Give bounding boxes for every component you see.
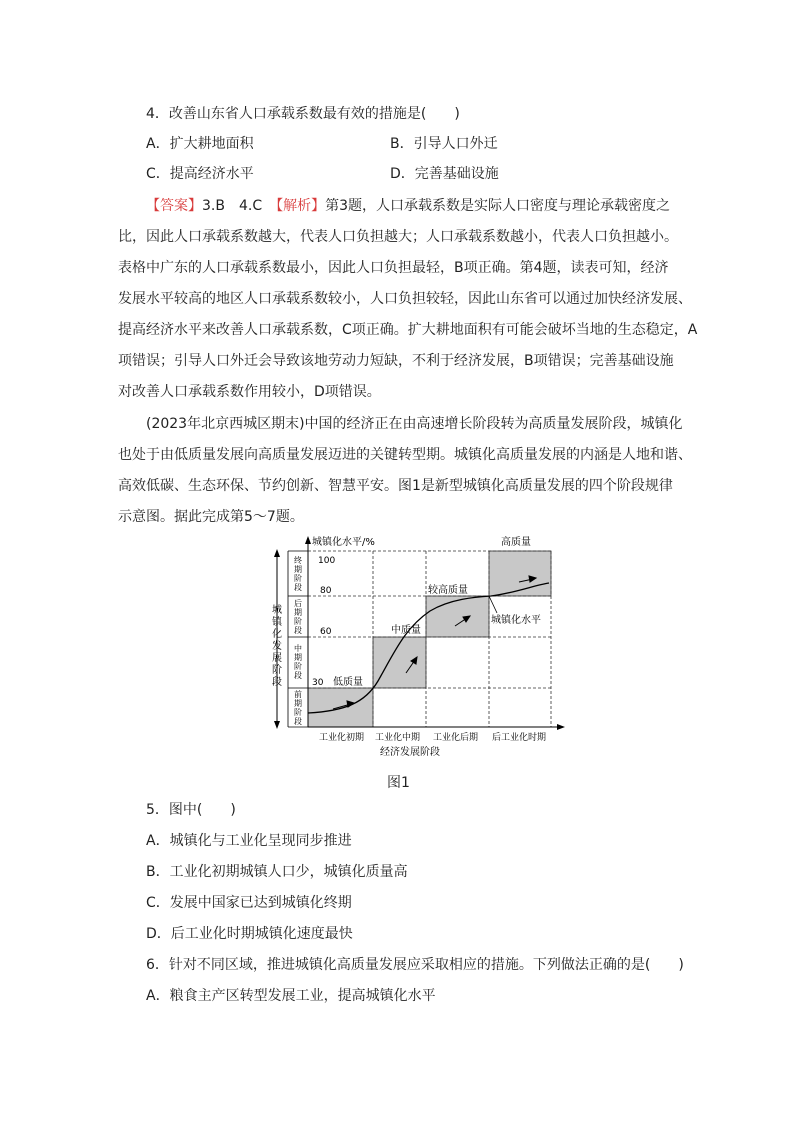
x-axis-arrow (557, 724, 565, 730)
analysis-line: 表格中广东的人口承载系数最小，因此人口负担最轻，B项正确。第4题，读表可知，经济 (118, 260, 669, 276)
intro-line: 高效低碳、生态环保、节约创新、智慧平安。图1是新型城镇化高质量发展的四个阶段规律 (118, 478, 673, 494)
analysis-line-0: 第3题，人口承载系数是实际人口密度与理论承载密度之 (325, 198, 671, 214)
stage-early-label (294, 689, 302, 726)
svg-text:段: 段 (272, 677, 282, 688)
svg-text:期: 期 (294, 699, 302, 708)
answer-key: 3.B 4.C (202, 198, 263, 214)
stage-mid-label (294, 643, 302, 680)
x-category: 后工业化时期 (492, 733, 547, 743)
y-axis-label: 城镇化水平/% (312, 537, 375, 548)
y-tick: 100 (318, 556, 336, 566)
svg-text:展: 展 (272, 653, 282, 664)
y-tick: 60 (320, 627, 332, 637)
stage-late-label (294, 598, 302, 635)
cell-low-quality (308, 688, 373, 727)
svg-text:城: 城 (272, 605, 282, 616)
x-category: 工业化中期 (375, 733, 421, 743)
q5-option-d: D．后工业化时期城镇化速度最快 (146, 926, 353, 942)
q4-option-a: A．扩大耕地面积 (146, 136, 254, 152)
analysis-tag: 【解析】 (276, 198, 326, 214)
svg-text:镇: 镇 (272, 617, 282, 628)
y-axis-arrow (305, 536, 311, 544)
x-axis-label: 经济发展阶段 (380, 747, 440, 758)
x-category: 工业化初期 (319, 733, 365, 743)
y-tick: 80 (320, 586, 332, 596)
svg-text:阶: 阶 (294, 708, 302, 717)
q4-option-d: D．完善基础设施 (390, 166, 499, 182)
top-quality-label: 高质量 (501, 537, 531, 548)
svg-text:化: 化 (272, 629, 282, 640)
svg-text:前: 前 (294, 690, 302, 699)
y-tick: 30 (312, 678, 324, 688)
figure-caption: 图1 (387, 775, 410, 791)
svg-text:段: 段 (294, 671, 302, 680)
intro-line: 也处于由低质量发展向高质量发展迈进的关键转型期。城镇化高质量发展的内涵是人地和谐、 (118, 447, 692, 463)
svg-text:期: 期 (294, 608, 302, 617)
analysis-line: 比，因此人口承载系数越大，代表人口负担越大；人口承载系数越小，代表人口负担越小。 (118, 229, 678, 245)
analysis-line: 对改善人口承载系数作用较小，D项错误。 (118, 384, 381, 400)
svg-text:期: 期 (294, 653, 302, 662)
analysis-line: 发展水平较高的地区人口承载系数较小，人口负担较轻，因此山东省可以通过加快经济发展、 (118, 291, 692, 307)
answer-line-1 (146, 196, 670, 216)
svg-text:中: 中 (294, 644, 302, 653)
q5-option-a: A．城镇化与工业化呈现同步推进 (146, 833, 352, 849)
stage-final-label (294, 555, 302, 592)
svg-text:阶: 阶 (294, 617, 302, 626)
stage-axis-title (272, 603, 283, 688)
analysis-line: 项错误；引导人口外迁会导致该地劳动力短缺，不利于经济发展，B项错误；完善基础设施 (118, 353, 674, 369)
mid-quality-label: 中质量 (391, 625, 421, 636)
q6-option-a: A．粮食主产区转型发展工业，提高城镇化水平 (146, 988, 436, 1004)
answer-tag: 【答案】 (146, 198, 202, 214)
cell-high-quality (426, 596, 489, 637)
q6-stem: 6．针对不同区域，推进城镇化高质量发展应采取相应的措施。下列做法正确的是( ) (146, 957, 684, 973)
intro-line: (2023年北京西城区期末)中国的经济正在由高速增长阶段转为高质量发展阶段，城镇化 (146, 416, 683, 432)
curve-label: 城镇化水平 (491, 615, 541, 626)
q4-option-b: B．引导人口外迁 (390, 136, 498, 152)
intro-line: 示意图。据此完成第5～7题。 (118, 509, 304, 525)
q5-option-c: C．发展中国家已达到城镇化终期 (146, 895, 352, 911)
low-quality-label: 低质量 (333, 677, 363, 688)
svg-text:阶: 阶 (294, 574, 302, 583)
svg-text:终: 终 (294, 556, 302, 565)
svg-text:期: 期 (294, 565, 302, 574)
q5-stem: 5．图中( ) (146, 802, 236, 818)
svg-text:阶: 阶 (294, 662, 302, 671)
analysis-line: 提高经济水平来改善人口承载系数，C项正确。扩大耕地面积有可能会破坏当地的生态稳定，A (118, 322, 698, 338)
urbanization-stage-diagram (265, 533, 565, 765)
svg-text:段: 段 (294, 626, 302, 635)
svg-text:后: 后 (294, 599, 302, 608)
x-category: 工业化后期 (433, 733, 479, 743)
q4-stem: 4．改善山东省人口承载系数最有效的措施是( ) (146, 106, 460, 122)
q4-option-c: C．提高经济水平 (146, 166, 254, 182)
svg-text:阶: 阶 (272, 665, 282, 676)
svg-text:段: 段 (294, 717, 302, 726)
high-quality-label: 较高质量 (428, 585, 468, 596)
cell-top-quality (489, 551, 551, 596)
q5-option-b: B．工业化初期城镇人口少，城镇化质量高 (146, 864, 408, 880)
svg-text:段: 段 (294, 583, 302, 592)
svg-text:发: 发 (272, 641, 282, 652)
